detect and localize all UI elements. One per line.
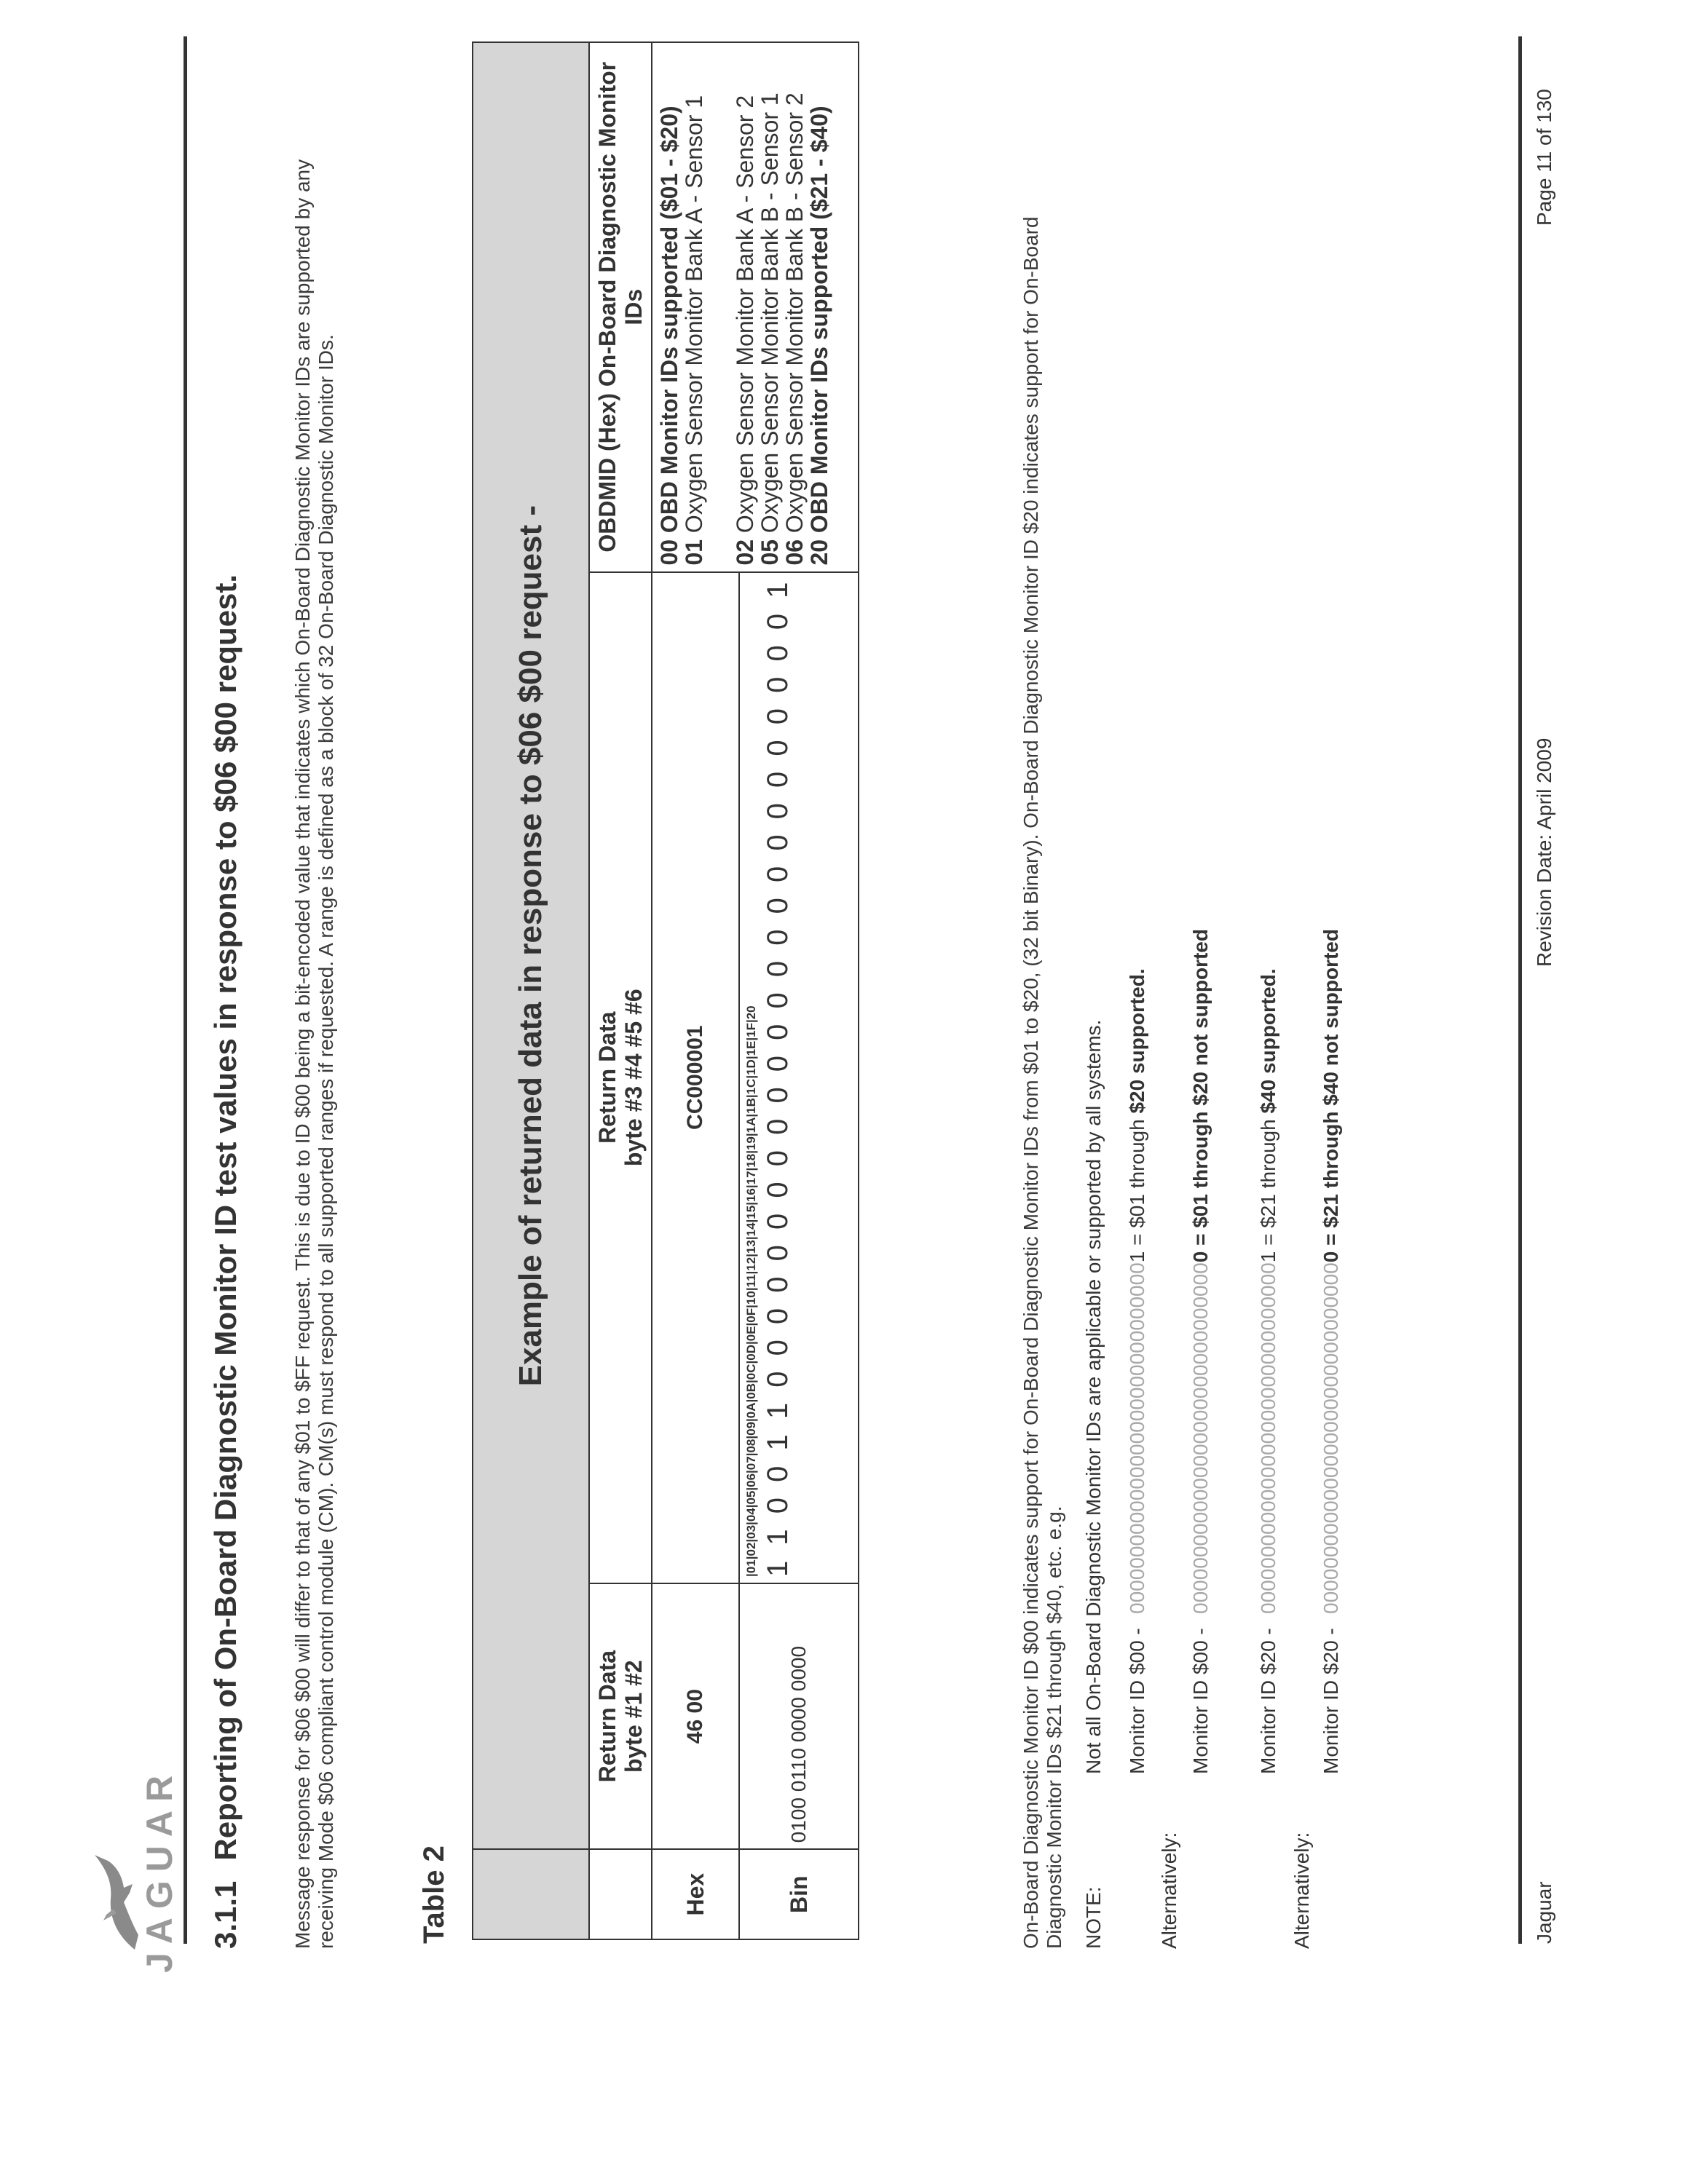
brand-wordmark: JAGUAR (139, 1766, 180, 1973)
mid-06 (782, 49, 807, 566)
mid-spacer (706, 49, 733, 566)
row-label-hex: Hex (652, 1849, 739, 1939)
footer-rule (1518, 36, 1522, 1944)
note-text: Not all On-Board Diagnostic Monitor IDs are applicable or supported by all systems. (1082, 1019, 1105, 1774)
section-heading (208, 574, 243, 1949)
mid-00 (657, 49, 682, 566)
row-label-bin: Bin (739, 1849, 859, 1939)
mid-id: 00 (656, 539, 682, 566)
example-result: $40 not supported (1320, 929, 1342, 1106)
example-bits: 0000000000000000000000000000000 (1320, 1262, 1342, 1614)
example-bits: 0000000000000000000000000000000 (1126, 1262, 1148, 1614)
example-label-2: Monitor ID $00 - (1189, 1628, 1212, 1774)
note-label: NOTE: (1082, 1886, 1105, 1949)
example-eq: = $21 through (1257, 1113, 1279, 1251)
header-text: Return Data (594, 1011, 620, 1144)
header-return-data-1-2 (589, 1583, 652, 1849)
section-title: Reporting of On-Board Diagnostic Monitor ID test values in response to $06 $00 request. (208, 574, 242, 1861)
obdmid-list (652, 42, 859, 572)
example-last-bit: 0 (1189, 1251, 1212, 1263)
section-number: 3.1.1 (208, 1880, 242, 1949)
hex-bytes-3-6: CC000001 (652, 572, 739, 1583)
header-text: Return Data (594, 1650, 620, 1783)
alternatively-label-1: Alternatively: (1158, 1832, 1180, 1949)
mid-id: 02 (732, 539, 758, 566)
example-eq: = $01 through (1126, 1113, 1148, 1251)
example-label-4: Monitor ID $20 - (1320, 1628, 1342, 1774)
example-result: $20 supported. (1126, 968, 1148, 1114)
table-gray-spacer (473, 1849, 589, 1939)
table-label: Table 2 (418, 1845, 450, 1944)
footer-revision-date: Revision Date: April 2009 (1533, 737, 1555, 967)
bit-values: 1 1 0 0 1 1 0 0 0 0 0 0 0 0 0 0 0 0 0 0 0 0 0 0 0 0 0 0 0 0 0 1 (762, 578, 794, 1577)
example-label-3: Monitor ID $20 - (1257, 1628, 1279, 1774)
intro-paragraph: Message response for $06 $00 will differ to that of any $01 to $FF request. This is due to ID $00 being a bit-encoded value that indicates which On-Board Diagnostic Monitor IDs are supported by any receiving Mode $06 compliant control module (CM). CM(s) must respond to all supported ranges if requested. A range is defined as a block of 32 On-Board Diagnostic Monitor IDs. (291, 159, 337, 1949)
alternatively-label-2: Alternatively: (1290, 1832, 1313, 1949)
mid-text: Oxygen Sensor Monitor Bank A - Sensor 2 (732, 95, 758, 534)
header-rule (184, 36, 187, 1944)
table-caption: Example of returned data in response to $06 $00 request - (473, 42, 589, 1849)
mid-id: 20 (806, 539, 832, 566)
example-last-bit: 0 (1320, 1251, 1342, 1263)
example-bits-3 (1257, 968, 1280, 1614)
return-data-table (472, 41, 859, 1940)
mid-05 (757, 49, 782, 566)
example-bits-1 (1126, 968, 1149, 1614)
bin-bytes-3-6 (739, 572, 859, 1583)
header-blank-cell (589, 1849, 652, 1939)
header-return-data-3-6 (589, 572, 652, 1583)
example-bits-2 (1189, 929, 1212, 1614)
mid-20 (807, 49, 832, 566)
mid-text: Oxygen Sensor Monitor Bank B - Sensor 2 (781, 92, 808, 534)
mid-id: 01 (681, 539, 707, 566)
mid-text: OBD Monitor IDs supported ($21 - $40) (806, 106, 832, 534)
mid-text: Oxygen Sensor Monitor Bank B - Sensor 1 (757, 92, 783, 534)
mid-text: OBD Monitor IDs supported ($01 - $20) (656, 106, 682, 534)
mid-01 (682, 49, 706, 566)
example-bits: 0000000000000000000000000000000 (1189, 1262, 1212, 1614)
example-last-bit: 1 (1126, 1251, 1148, 1263)
bin-bytes-1-2: 0100 0110 0000 0000 (739, 1583, 859, 1849)
example-eq: = $01 through (1189, 1105, 1212, 1251)
mid-id: 06 (781, 539, 808, 566)
mid-02 (733, 49, 757, 566)
footer-company: Jaguar (1533, 1881, 1555, 1944)
example-result: $40 supported. (1257, 968, 1279, 1114)
example-eq: = $21 through (1320, 1105, 1342, 1251)
example-bits: 0000000000000000000000000000000 (1257, 1262, 1279, 1614)
example-label-1: Monitor ID $00 - (1126, 1628, 1148, 1774)
mid-text: Oxygen Sensor Monitor Bank A - Sensor 1 (681, 95, 707, 534)
bit-number-header: |01|02|03|04|05|06|07|08|09|0A|0B|0C|0D|0E|0F|10|11|12|13|14|15|16|17|18|19|1A|1B|1C|1D|1E|1F|20 (744, 1005, 758, 1577)
explanation-paragraph: On-Board Diagnostic Monitor ID $00 indicates support for On-Board Diagnostic Monitor IDs from $01 to $20, (32 bit Binary). On-Board Diagnostic Monitor ID $20 indicates support for On-Board Diagnostic Monitor IDs $21 through $40, etc. e.g. (1019, 216, 1065, 1949)
mid-id: 05 (757, 539, 783, 566)
header-obdmid: OBDMID (Hex) On-Board Diagnostic Monitor IDs (589, 42, 652, 572)
hex-bytes-1-2: 46 00 (652, 1583, 739, 1849)
example-result: $20 not supported (1189, 929, 1212, 1106)
example-bits-4 (1320, 929, 1343, 1614)
example-last-bit: 1 (1257, 1251, 1279, 1263)
header-subtext: byte #3 #4 #5 #6 (620, 989, 647, 1167)
header-subtext: byte #1 #2 (620, 1660, 647, 1773)
footer-page-number: Page 11 of 130 (1533, 89, 1555, 226)
